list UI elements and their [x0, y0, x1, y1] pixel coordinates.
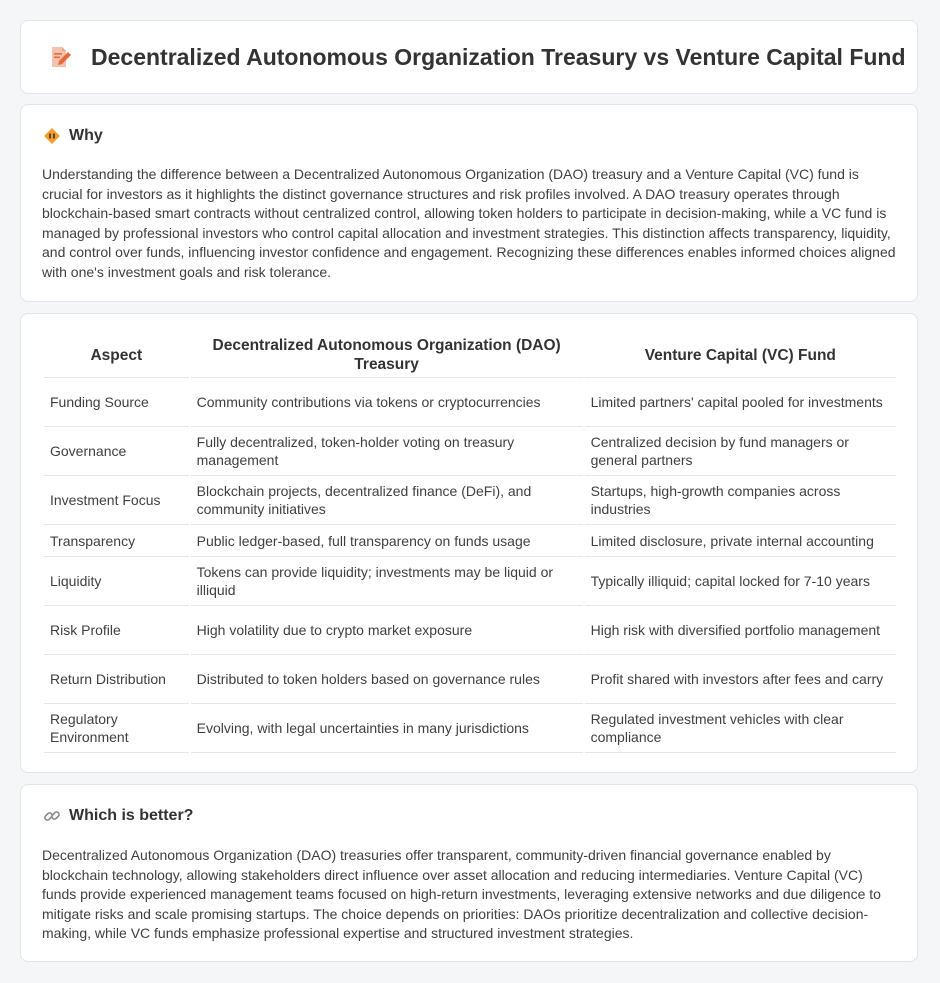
aspect-cell: Risk Profile	[44, 606, 189, 655]
comparison-table	[42, 333, 898, 753]
aspect-cell: Return Distribution	[44, 655, 189, 704]
column-header: Decentralized Autonomous Organization (DAO) Treasury	[191, 333, 583, 378]
why-section	[20, 104, 918, 302]
document-pen-icon	[47, 45, 71, 69]
vc-cell: Startups, high-growth companies across industries	[585, 476, 896, 525]
table-row	[44, 655, 896, 704]
aspect-cell: Regulatory Environment	[44, 704, 189, 753]
better-text: Decentralized Autonomous Organization (DAO) treasuries offer transparent, community-driven financial governance enabled by blockchain technology, allowing stakeholders direct influence over asset allocation and reducing intermediaries. Venture Capital (VC) funds provide experienced management teams focused on high-return investments, leveraging extensive networks and due diligence to mitigate risks and scale promising startups. The choice depends on priorities: DAOs prioritize decentralization and collective decision-making, while VC funds emphasize professional expertise and structured investment strategies.	[42, 847, 881, 942]
aspect-cell: Investment Focus	[44, 476, 189, 525]
aspect-cell: Funding Source	[44, 378, 189, 427]
dao-cell: Blockchain projects, decentralized finance (DeFi), and community initiatives	[191, 476, 583, 525]
page-title: Decentralized Autonomous Organization Treasury vs Venture Capital Fund	[91, 43, 906, 70]
vc-cell: Regulated investment vehicles with clear compliance	[585, 704, 896, 753]
table-row	[44, 476, 896, 525]
better-heading-row	[43, 807, 193, 825]
aspect-cell: Transparency	[44, 525, 189, 557]
vc-cell: Typically illiquid; capital locked for 7-10 years	[585, 557, 896, 606]
table-row	[44, 427, 896, 476]
table-row	[44, 378, 896, 427]
vc-cell: Limited disclosure, private internal accounting	[585, 525, 896, 557]
vc-cell: Profit shared with investors after fees and carry	[585, 655, 896, 704]
column-header: Venture Capital (VC) Fund	[585, 333, 896, 378]
title-card	[20, 20, 918, 94]
why-text: Understanding the difference between a Decentralized Autonomous Organization (DAO) treasury and a Venture Capital (VC) fund is crucial for investors as it highlights the distinct governance structures and risk profiles involved. A DAO treasury operates through blockchain-based smart contracts without centralized control, allowing token holders to participate in decision-making, while a VC fund is managed by professional investors who control capital allocation and investment strategies. This distinction affects transparency, liquidity, and control over funds, influencing investor confidence and engagement. Recognizing these differences enables informed choices aligned with one's investment goals and risk tolerance.	[42, 166, 896, 280]
why-heading-row	[43, 127, 103, 145]
column-header: Aspect	[44, 333, 189, 378]
comparison-section	[20, 313, 918, 773]
dao-cell: Community contributions via tokens or cryptocurrencies	[191, 378, 583, 427]
dao-cell: High volatility due to crypto market exposure	[191, 606, 583, 655]
vc-cell: Limited partners' capital pooled for investments	[585, 378, 896, 427]
why-heading: Why	[69, 127, 103, 144]
aspect-cell: Liquidity	[44, 557, 189, 606]
table-row	[44, 704, 896, 753]
dao-cell: Evolving, with legal uncertainties in many jurisdictions	[191, 704, 583, 753]
better-heading: Which is better?	[69, 807, 194, 824]
dao-cell: Tokens can provide liquidity; investments may be liquid or illiquid	[191, 557, 583, 606]
table-row	[44, 606, 896, 655]
vc-cell: High risk with diversified portfolio management	[585, 606, 896, 655]
dao-cell: Public ledger-based, full transparency on funds usage	[191, 525, 583, 557]
diamond-info-icon	[43, 127, 61, 145]
table-header-row	[44, 333, 896, 378]
which-better-section	[20, 784, 918, 962]
dao-cell: Fully decentralized, token-holder voting on treasury management	[191, 427, 583, 476]
vc-cell: Centralized decision by fund managers or general partners	[585, 427, 896, 476]
link-icon	[43, 807, 61, 825]
dao-cell: Distributed to token holders based on governance rules	[191, 655, 583, 704]
table-row	[44, 557, 896, 606]
aspect-cell: Governance	[44, 427, 189, 476]
table-row	[44, 525, 896, 557]
